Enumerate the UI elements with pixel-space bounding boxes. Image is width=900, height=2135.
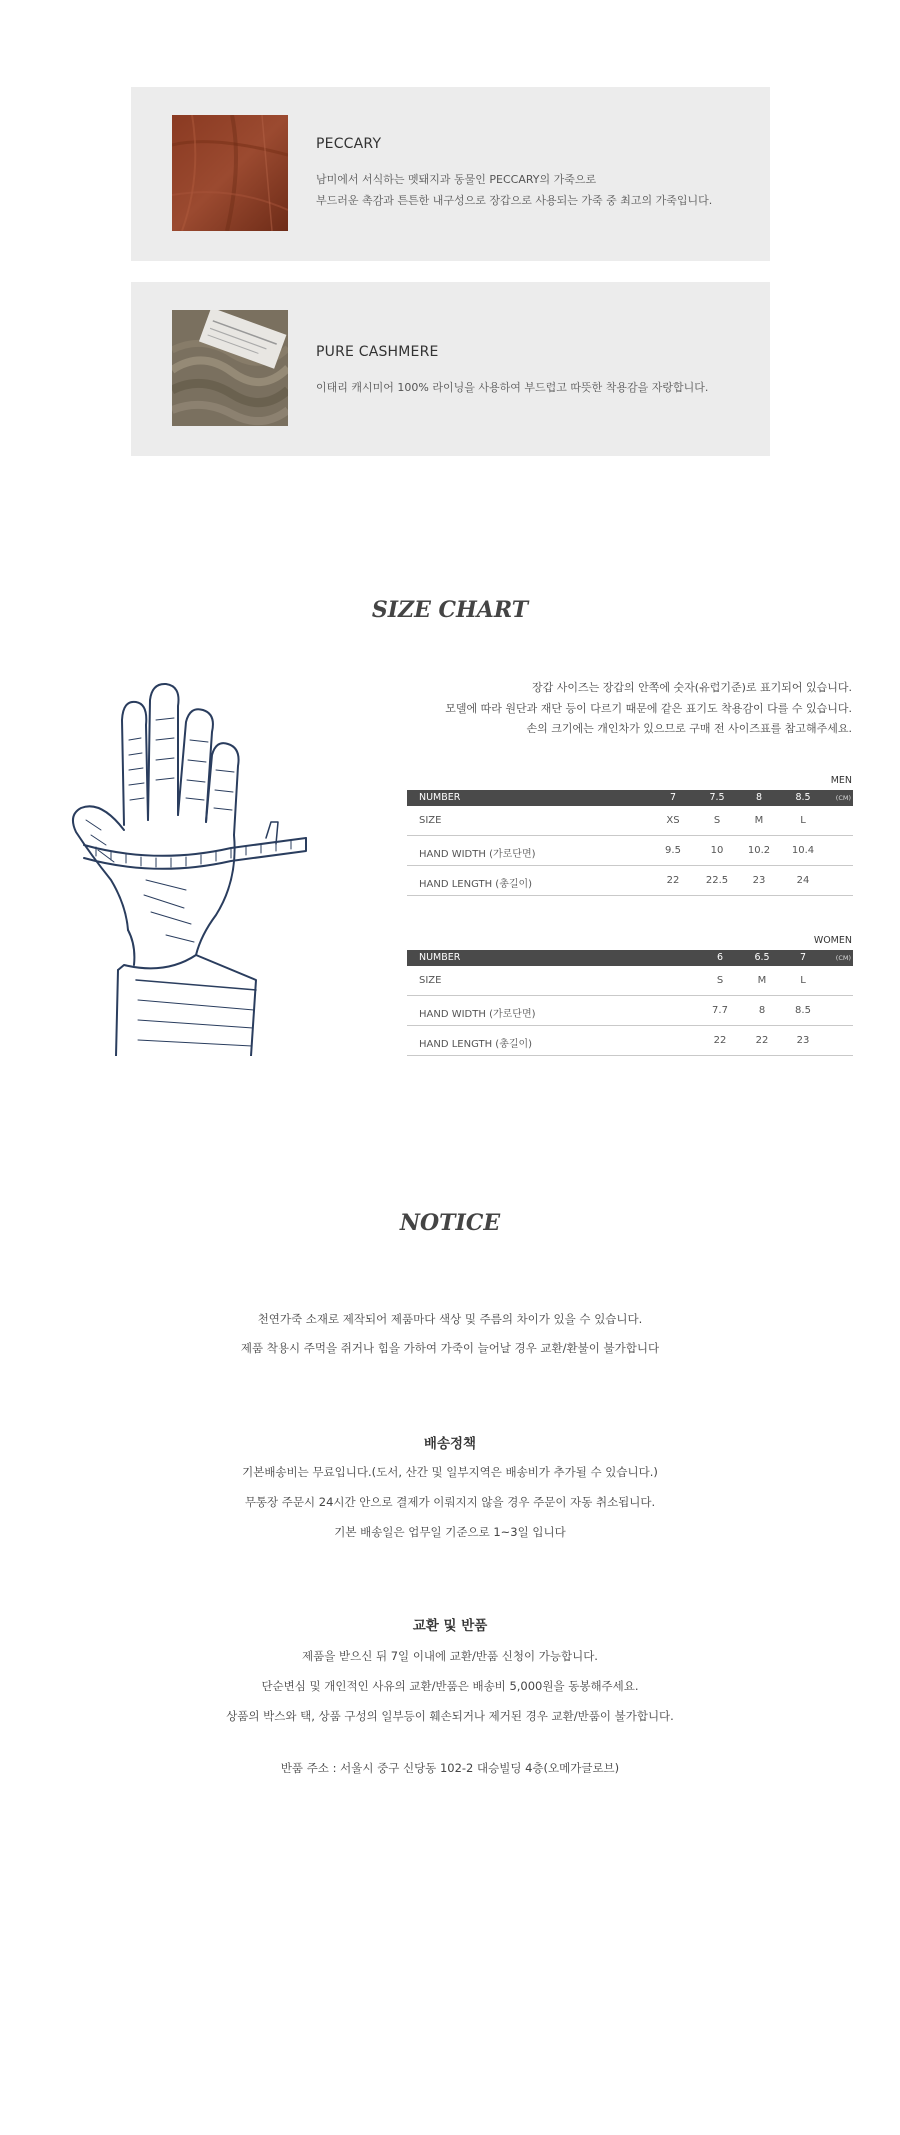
size-intro-line: 모델에 따라 원단과 재단 등이 다르기 때문에 같은 표기도 착용감이 다를 수 있습니다. [445,701,852,715]
row-name: HAND WIDTH (가로단면) [419,1009,536,1020]
material-title: PECCARY [316,136,382,152]
material-desc-line: 이태리 캐시미어 100% 라이닝을 사용하여 부드럽고 따뜻한 착용감을 자랑합니다. [316,381,709,394]
table-header-row [407,950,853,966]
table-cell: S [716,975,724,986]
material-title: PURE CASHMERE [316,344,439,360]
table-cell: 6.5 [754,952,770,963]
men-size-table [407,790,853,896]
table-cell: 24 [796,875,810,886]
table-cell: 7.5 [709,792,725,803]
material-desc-line: 부드러운 촉감과 튼튼한 내구성으로 장갑으로 사용되는 가죽 중 최고의 가죽입니다. [316,194,713,207]
table-cell: 6 [716,952,724,963]
row-name: HAND LENGTH (총길이) [419,879,533,890]
row-name: SIZE [419,975,442,986]
shipping-line: 기본배송비는 무료입니다.(도서, 산간 및 일부지역은 배송비가 추가될 수 있습니다.) [242,1465,658,1479]
table-cell: 8 [755,792,763,803]
table-row [407,836,853,866]
table-cell: 8.5 [795,1005,811,1016]
row-name: HAND WIDTH (가로단면) [419,849,536,860]
table-cell: L [800,815,806,826]
shipping-heading: 배송정책 [423,1436,477,1452]
table-cell: 7 [799,952,807,963]
notice-intro-line: 제품 착용시 주먹을 쥐거나 힘을 가하여 가죽이 늘어날 경우 교환/환불이 불가합니다 [240,1341,660,1355]
hand-measurement-illustration [66,680,328,1056]
table-cell: 22 [666,875,680,886]
size-intro [292,678,852,740]
men-table-label: MEN [830,775,852,786]
size-intro-line: 장갑 사이즈는 장갑의 안쪽에 숫자(유럽기준)로 표기되어 있습니다. [532,681,852,694]
notice-intro-line: 천연가죽 소재로 제작되어 제품마다 색상 및 주름의 차이가 있을 수 있습니다. [257,1312,643,1326]
table-cell: S [713,815,721,826]
women-size-table [407,950,853,1056]
table-cell: 23 [796,1035,810,1046]
unit-label: (CM) [835,794,851,802]
size-intro-line: 손의 크기에는 개인차가 있으므로 구매 전 사이즈표를 참고해주세요. [526,722,852,735]
table-row [407,996,853,1026]
table-cell: 7.7 [712,1005,728,1016]
shipping-line: 기본 배송일은 업무일 기준으로 1~3일 입니다 [334,1525,566,1539]
material-card-cashmere [131,282,770,456]
table-cell: M [754,815,764,826]
table-row [407,1026,853,1056]
women-table-label: WOMEN [813,935,852,946]
table-cell: 9.5 [665,845,681,856]
material-desc-line: 남미에서 서식하는 멧돼지과 동물인 PECCARY의 가죽으로 [316,173,597,186]
table-cell: L [800,975,806,986]
exchange-line: 제품을 받으신 뒤 7일 이내에 교환/반품 신청이 가능합니다. [302,1649,598,1663]
table-cell: M [757,975,767,986]
table-cell: 22 [713,1035,727,1046]
exchange-line: 상품의 박스와 택, 상품 구성의 일부등이 훼손되거나 제거된 경우 교환/반품이 불가합니다. [226,1709,674,1723]
table-row [407,866,853,896]
row-name: HAND LENGTH (총길이) [419,1039,533,1050]
table-cell: 8.5 [795,792,811,803]
table-cell: 10.2 [747,845,771,856]
table-cell: 22.5 [705,875,729,886]
shipping-line: 무통장 주문시 24시간 안으로 결제가 이뤄지지 않을 경우 주문이 자동 취소됩니다. [244,1495,656,1509]
unit-label: (CM) [835,954,851,962]
cashmere-lining-photo [172,310,288,426]
row-name: SIZE [419,815,442,826]
table-row [407,806,853,836]
table-cell: 8 [758,1005,766,1016]
exchange-line: 단순변심 및 개인적인 사유의 교환/반품은 배송비 5,000원을 동봉해주세요. [261,1679,639,1693]
row-name: NUMBER [419,792,461,803]
table-row [407,966,853,996]
table-cell: XS [666,815,680,826]
material-card-peccary [131,87,770,261]
exchange-heading: 교환 및 반품 [412,1618,488,1634]
table-cell: 10 [710,845,724,856]
table-cell: 22 [755,1035,769,1046]
row-name: NUMBER [419,952,461,963]
table-cell: 7 [669,792,677,803]
table-cell: 23 [752,875,766,886]
notice-title: NOTICE [399,1210,501,1236]
table-cell: 10.4 [791,845,815,856]
size-chart-title: SIZE CHART [371,597,529,623]
peccary-leather-swatch [172,115,288,231]
table-header-row [407,790,853,806]
return-address: 반품 주소 : 서울시 중구 신당동 102-2 대승빌딩 4층(오메가글로브) [280,1761,620,1775]
